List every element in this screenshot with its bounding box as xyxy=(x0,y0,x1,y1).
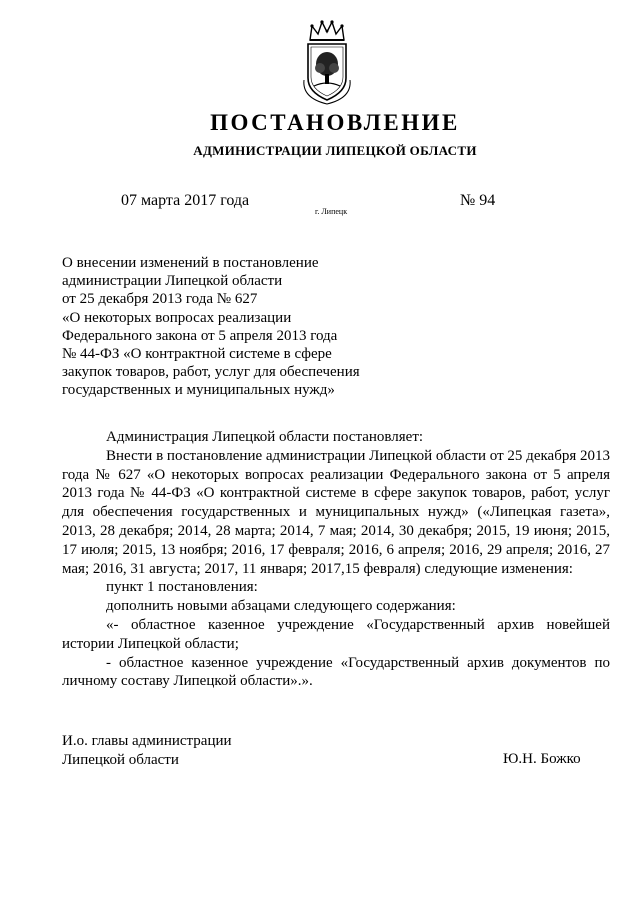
coat-of-arms-icon xyxy=(296,18,358,108)
body-paragraph: Администрация Липецкой области постановляет: xyxy=(106,429,424,445)
document-city: г. Липецк xyxy=(315,207,348,216)
body-paragraph: - областное казенное учреждение «Государственный архив документов по личному составу Липецкой области».». xyxy=(62,654,610,690)
subject-line: «О некоторых вопросах реализации xyxy=(62,309,292,326)
subject-line: закупок товаров, работ, услуг для обеспечения xyxy=(62,364,360,381)
subject-line: О внесении изменений в постановление xyxy=(62,255,319,271)
signatory-name: Ю.Н. Божко xyxy=(503,751,581,767)
subject-line: Федерального закона от 5 апреля 2013 года xyxy=(62,327,338,344)
signatory-position-line: Липецкой области xyxy=(62,752,179,768)
subject-line: администрации Липецкой области xyxy=(62,273,283,290)
document-title: ПОСТАНОВЛЕНИЕ xyxy=(210,110,460,135)
subject-line: от 25 декабря 2013 года № 627 xyxy=(62,291,258,308)
document-date: 07 марта 2017 года xyxy=(121,192,250,209)
document-subtitle: АДМИНИСТРАЦИИ ЛИПЕЦКОЙ ОБЛАСТИ xyxy=(193,143,477,158)
document-subject xyxy=(62,254,382,400)
signatory-position-line: И.о. главы администрации xyxy=(62,733,232,749)
body-paragraph: Внести в постановление администрации Липецкой области от 25 декабря 2013 года № 627 «О некоторых вопросах реализации Федерального закона от 5 апреля 2013 года № 44-ФЗ «О контрактной системе в сфере закупок товаров, работ, услуг для обеспечения государственных и муниципальных нужд» («Липецкая газета», 2013, 28 декабря; 2014, 28 марта; 2014, 7 мая; 2014, 30 декабря; 2015, 19 июня; 2015, 17 июля; 2015, 13 ноября; 2016, 17 февраля; 2016, 6 апреля; 2016, 29 апреля; 2016, 27 мая; 2016, 31 августа; 2017, 11 января; 2017,15 февраля) следующие изменения: xyxy=(62,447,610,577)
body-paragraph: дополнить новыми абзацами следующего содержания: xyxy=(106,598,456,615)
document-body xyxy=(62,428,610,691)
body-paragraph: «- областное казенное учреждение «Государственный архив новейшей истории Липецкой области; xyxy=(62,616,610,652)
subject-line: № 44-ФЗ «О контрактной системе в сфере xyxy=(62,346,332,363)
body-paragraph: пункт 1 постановления: xyxy=(106,579,258,596)
document-number: № 94 xyxy=(460,192,496,209)
subject-line: государственных и муниципальных нужд» xyxy=(62,382,335,399)
signatory-position xyxy=(62,732,232,770)
